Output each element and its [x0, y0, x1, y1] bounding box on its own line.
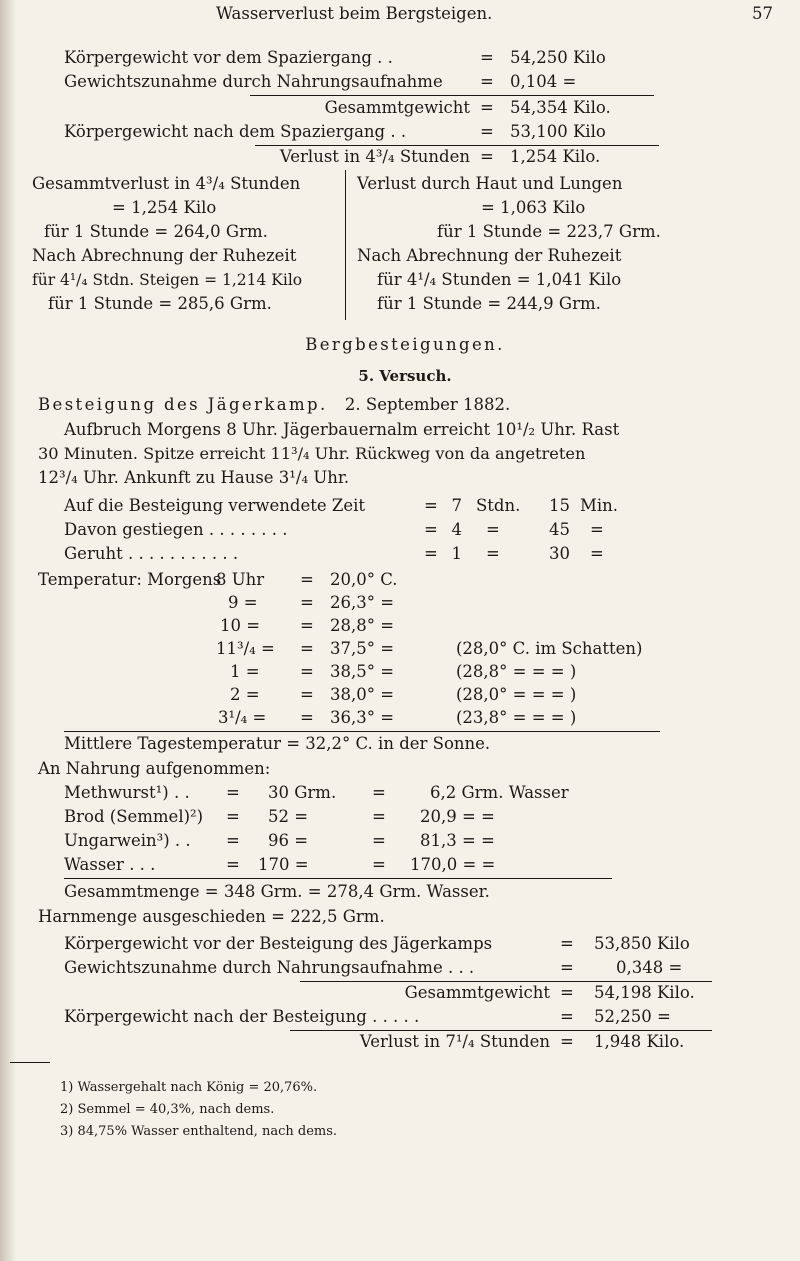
right-line: für 4¹/₄ Stunden = 1,041 Kilo: [377, 270, 622, 289]
food-eq: =: [226, 807, 240, 826]
weight-eq: =: [560, 958, 574, 977]
food-rule: [64, 878, 612, 879]
food-eq2: =: [372, 855, 386, 874]
footnote-separator: [10, 1062, 50, 1063]
right-line: für 1 Stunde = 244,9 Grm.: [377, 294, 601, 313]
footnote-2: 2) Semmel = 40,3%, nach dems.: [60, 1102, 275, 1117]
time-label: Davon gestiegen . . . . . . . .: [64, 520, 288, 539]
intro-row-eq: =: [480, 72, 494, 91]
food-eq2: =: [372, 831, 386, 850]
time-minutes-unit: =: [590, 544, 604, 563]
time-hours-unit: Stdn.: [476, 496, 521, 515]
time-hours: 4: [451, 520, 462, 539]
running-title: Wasserverlust beim Bergsteigen.: [216, 4, 493, 23]
ascent-date: 2. September 1882.: [344, 395, 511, 414]
temp-time: 8 Uhr: [216, 570, 265, 589]
right-line: Nach Abrechnung der Ruhezeit: [357, 246, 622, 265]
temp-value: 28,8° =: [330, 616, 395, 635]
temp-eq: =: [300, 685, 314, 704]
food-eq2: =: [372, 807, 386, 826]
weight-eq: =: [560, 1007, 574, 1026]
right-line: = 1,063 Kilo: [481, 198, 586, 217]
intro-row-label: Gesammtgewicht: [324, 98, 470, 117]
left-line: für 1 Stunde = 285,6 Grm.: [48, 294, 272, 313]
weight-label: Körpergewicht vor der Besteigung des Jägerkamps: [64, 934, 493, 953]
food-heading: An Nahrung aufgenommen:: [38, 759, 271, 778]
intro-row-label: Verlust in 4³/₄ Stunden: [279, 147, 470, 166]
temp-shade: (28,0° C. im Schatten): [456, 639, 643, 658]
food-eq2: =: [372, 783, 386, 802]
weight-eq: =: [560, 983, 574, 1002]
temp-eq: =: [300, 639, 314, 658]
temp-time: 10 =: [220, 616, 261, 635]
time-eq: =: [424, 520, 438, 539]
mean-temperature: Mittlere Tagestemperatur = 32,2° C. in der Sonne.: [64, 734, 491, 753]
weight-label: Verlust in 7¹/₄ Stunden: [359, 1032, 550, 1051]
right-line: für 1 Stunde = 223,7 Grm.: [437, 222, 661, 241]
weight-value: 52,250 =: [594, 1007, 671, 1026]
intro-row-label: Gewichtszunahme durch Nahrungsaufnahme: [64, 72, 443, 91]
temp-eq: =: [300, 570, 314, 589]
page-number: 57: [752, 4, 773, 23]
temp-shade: (28,8° = = = ): [456, 662, 577, 681]
temp-time: 1 =: [230, 662, 260, 681]
time-minutes-unit: Min.: [580, 496, 619, 515]
ascent-para-line: Aufbruch Morgens 8 Uhr. Jägerbauernalm erreicht 10¹/₂ Uhr. Rast: [64, 420, 620, 439]
intro-row-value: 54,354 Kilo.: [510, 98, 611, 117]
temp-value: 26,3° =: [330, 593, 395, 612]
intro-row-value: 1,254 Kilo.: [510, 147, 601, 166]
footnote-3: 3) 84,75% Wasser enthaltend, nach dems.: [60, 1124, 338, 1139]
time-minutes-unit: =: [590, 520, 604, 539]
time-minutes: 30: [549, 544, 570, 563]
food-eq: =: [226, 855, 240, 874]
intro-row-eq: =: [480, 122, 494, 141]
time-eq: =: [424, 544, 438, 563]
food-item: Ungarwein³) . .: [64, 831, 191, 850]
time-label: Auf die Besteigung verwendete Zeit: [64, 496, 365, 515]
intro-row-label: Körpergewicht vor dem Spaziergang . .: [64, 48, 393, 67]
intro-row-value: 54,250 Kilo: [510, 48, 606, 67]
temp-time: 3¹/₄ =: [218, 708, 267, 727]
temp-value: 38,0° =: [330, 685, 395, 704]
food-water: 81,3 = =: [420, 831, 495, 850]
time-eq: =: [424, 496, 438, 515]
column-divider: [345, 170, 346, 320]
food-eq: =: [226, 831, 240, 850]
left-line: für 4¹/₄ Stdn. Steigen = 1,214 Kilo: [32, 271, 303, 289]
weight-label: Gewichtszunahme durch Nahrungsaufnahme . . .: [64, 958, 475, 977]
ascent-title-spaced: Besteigung des Jägerkamp.: [38, 395, 328, 414]
intro-row-eq: =: [480, 98, 494, 117]
food-item: Methwurst¹) . .: [64, 783, 190, 802]
sum-rule: [250, 95, 654, 96]
intro-row-value: 53,100 Kilo: [510, 122, 606, 141]
section-heading: Bergbesteigungen.: [305, 335, 505, 354]
ascent-para-line: 12³/₄ Uhr. Ankunft zu Hause 3¹/₄ Uhr.: [38, 468, 350, 487]
right-line: Verlust durch Haut und Lungen: [357, 174, 623, 193]
binding-edge: [0, 0, 16, 1261]
experiment-heading: 5. Versuch.: [358, 367, 452, 385]
weight-value: 1,948 Kilo.: [594, 1032, 685, 1051]
left-line: Gesammtverlust in 4³/₄ Stunden: [32, 174, 301, 193]
temp-time: 2 =: [230, 685, 260, 704]
time-label: Geruht . . . . . . . . . . .: [64, 544, 239, 563]
food-grams: 170 =: [258, 855, 309, 874]
weight-eq: =: [560, 1032, 574, 1051]
temperature-rule: [64, 731, 660, 732]
time-hours-unit: =: [486, 520, 500, 539]
time-minutes: 15: [549, 496, 570, 515]
food-eq: =: [226, 783, 240, 802]
temp-eq: =: [300, 708, 314, 727]
weight-eq: =: [560, 934, 574, 953]
food-item: Wasser . . .: [64, 855, 156, 874]
temp-time: 9 =: [228, 593, 258, 612]
temp-eq: =: [300, 662, 314, 681]
temp-eq: =: [300, 616, 314, 635]
temp-shade: (28,0° = = = ): [456, 685, 577, 704]
weight-value: 53,850 Kilo: [594, 934, 690, 953]
temp-time: 11³/₄ =: [216, 639, 275, 658]
ascent-title: [38, 394, 510, 416]
time-hours: 1: [451, 544, 462, 563]
ascent-para-line: 30 Minuten. Spitze erreicht 11³/₄ Uhr. Rückweg von da angetreten: [38, 444, 586, 463]
food-total: Gesammtmenge = 348 Grm. = 278,4 Grm. Wasser.: [64, 882, 490, 901]
weight-value: 54,198 Kilo.: [594, 983, 695, 1002]
intro-row-label: Körpergewicht nach dem Spaziergang . .: [64, 122, 407, 141]
temp-value: 20,0° C.: [330, 570, 398, 589]
temp-value: 36,3° =: [330, 708, 395, 727]
intro-row-eq: =: [480, 48, 494, 67]
food-water: 6,2 Grm. Wasser: [430, 783, 569, 802]
time-hours: 7: [451, 496, 462, 515]
temp-shade: (23,8° = = = ): [456, 708, 577, 727]
weight-label: Körpergewicht nach der Besteigung . . . . .: [64, 1007, 420, 1026]
intro-row-value: 0,104 =: [510, 72, 577, 91]
food-grams: 96 =: [268, 831, 309, 850]
left-line: = 1,254 Kilo: [112, 198, 217, 217]
urine-amount: Harnmenge ausgeschieden = 222,5 Grm.: [38, 907, 385, 926]
temperature-label: Temperatur: Morgens: [38, 570, 222, 589]
weight-label: Gesammtgewicht: [404, 983, 550, 1002]
food-item: Brod (Semmel)²): [64, 807, 204, 826]
food-water: 20,9 = =: [420, 807, 495, 826]
temp-value: 37,5° =: [330, 639, 395, 658]
left-line: für 1 Stunde = 264,0 Grm.: [44, 222, 268, 241]
footnote-1: 1) Wassergehalt nach König = 20,76%.: [60, 1080, 318, 1095]
intro-row-eq: =: [480, 147, 494, 166]
temp-value: 38,5° =: [330, 662, 395, 681]
weight-value: 0,348 =: [616, 958, 683, 977]
temp-eq: =: [300, 593, 314, 612]
left-line: Nach Abrechnung der Ruhezeit: [32, 246, 297, 265]
food-grams: 52 =: [268, 807, 309, 826]
time-hours-unit: =: [486, 544, 500, 563]
food-water: 170,0 = =: [410, 855, 496, 874]
food-grams: 30 Grm.: [268, 783, 337, 802]
time-minutes: 45: [549, 520, 570, 539]
